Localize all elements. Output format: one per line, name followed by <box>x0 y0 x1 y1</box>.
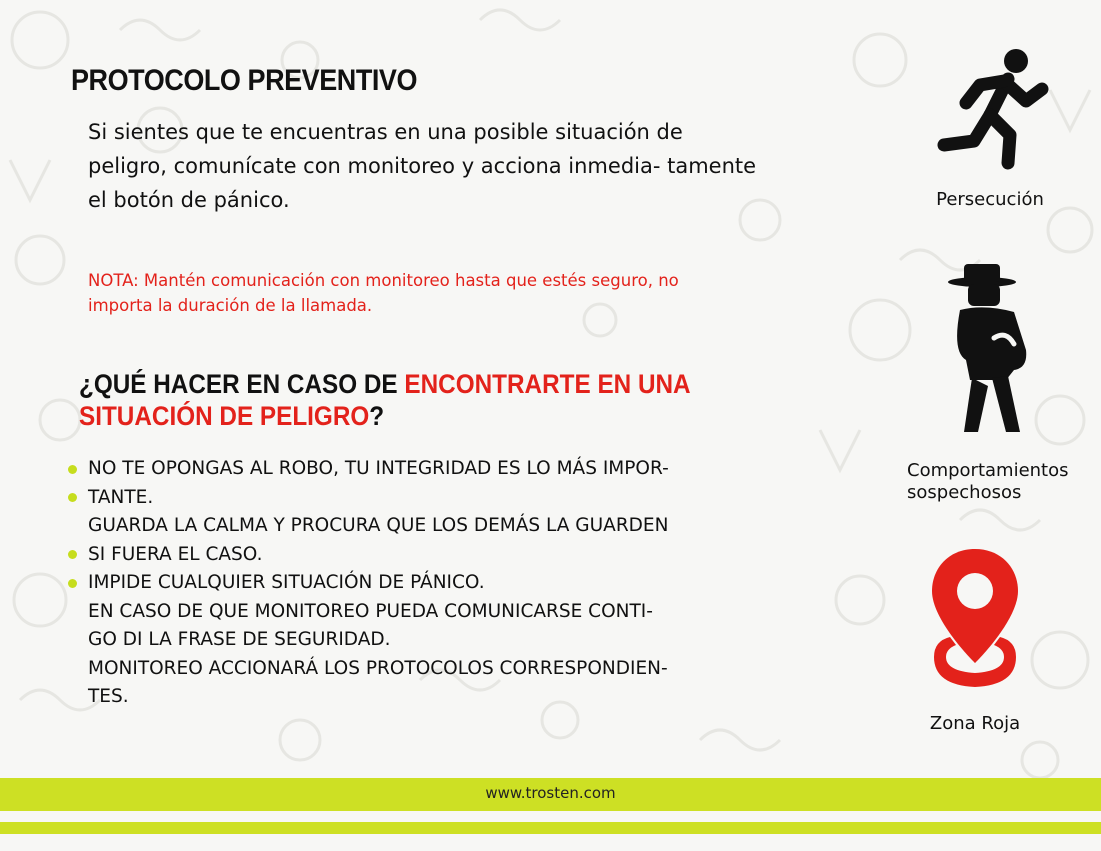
suspicious-person-icon <box>930 260 1040 440</box>
instruction-line: SI FUERA EL CASO. <box>88 543 263 565</box>
section-heading-part3: ? <box>369 401 385 431</box>
side-item-label: Persecución <box>936 189 1044 210</box>
footer-url[interactable]: www.trosten.com <box>485 784 616 802</box>
note-text: NOTA: Mantén comunicación con monitoreo hasta que estés seguro, no importa la duración de la llamada. <box>88 271 679 315</box>
side-item-persecucion <box>905 45 1075 211</box>
instruction-line: NO TE OPONGAS AL ROBO, TU INTEGRIDAD ES LO MÁS IMPOR- <box>88 458 669 479</box>
side-item-comportamientos <box>895 260 1075 504</box>
side-item-zona-roja <box>900 545 1050 735</box>
instruction-line: GO DI LA FRASE DE SEGURIDAD. <box>88 629 391 650</box>
location-pin-icon <box>920 545 1030 695</box>
bullet-dot <box>68 493 77 502</box>
instruction-list <box>88 455 828 712</box>
section-heading-highlight: ENCONTRARTE EN UNA SITUACIÓN DE PELIGRO <box>79 369 690 431</box>
side-item-label: Zona Roja <box>929 713 1021 734</box>
section-heading-part1: ¿QUÉ HACER EN CASO DE <box>79 369 405 399</box>
instruction-line: TANTE. <box>88 486 154 508</box>
footer-band-thin <box>0 822 1101 834</box>
intro-paragraph: Si sientes que te encuentras en una posible situación de peligro, comunícate con monitoreo y acciona inmedia- tamente el botón de pánico. <box>88 120 757 212</box>
instruction-line: MONITOREO ACCIONARÁ LOS PROTOCOLOS CORRESPONDIEN- <box>88 657 668 679</box>
instruction-line: EN CASO DE QUE MONITOREO PUEDA COMUNICARSE CONTI- <box>88 600 653 622</box>
instruction-line: GUARDA LA CALMA Y PROCURA QUE LOS DEMÁS LA GUARDEN <box>88 515 669 536</box>
section-heading <box>79 368 709 432</box>
page-title: PROTOCOLO PREVENTIVO <box>71 64 418 97</box>
bullet-dot <box>68 579 77 588</box>
running-person-icon <box>930 45 1050 175</box>
side-item-label: Comportamientos sospechosos <box>907 460 1069 503</box>
instruction-line: IMPIDE CUALQUIER SITUACIÓN DE PÁNICO. <box>88 572 485 593</box>
instruction-line: TES. <box>88 686 129 707</box>
bullet-dot <box>68 465 77 474</box>
bullet-dot <box>68 550 77 559</box>
